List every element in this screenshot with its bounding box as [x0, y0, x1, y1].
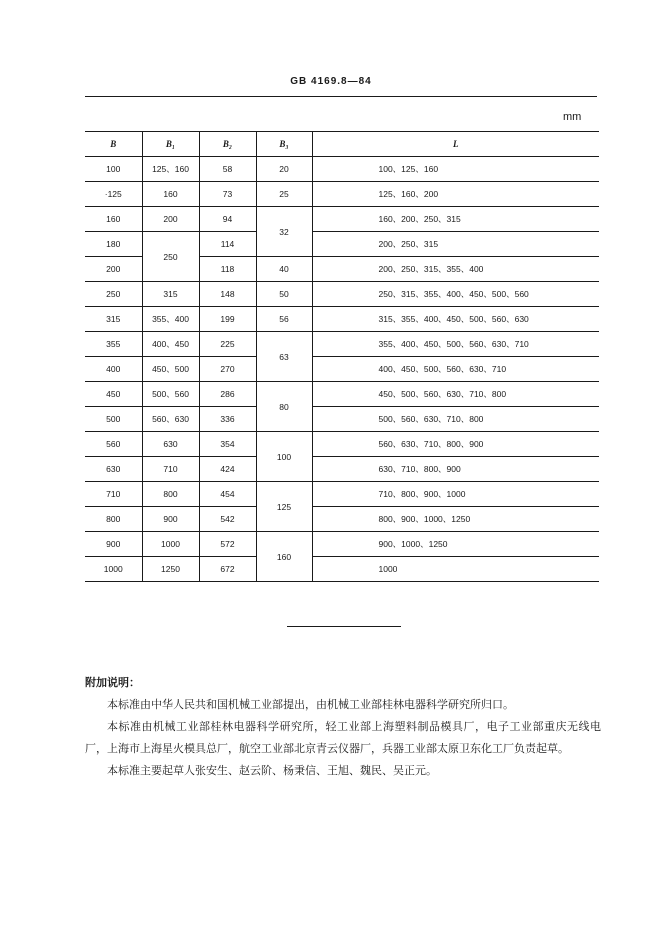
cell-b2: 58 [199, 157, 256, 182]
table-row [85, 507, 599, 532]
table-row [85, 557, 599, 582]
cell-b: 900 [85, 532, 142, 557]
cell-b2: 94 [199, 207, 256, 232]
cell-b2: 572 [199, 532, 256, 557]
cell-b: 1000 [85, 557, 142, 582]
cell-b1: 315 [142, 282, 199, 307]
header-b1: B₁ [142, 132, 199, 157]
table-row [85, 207, 599, 232]
cell-b2: 118 [199, 257, 256, 282]
cell-b2: 354 [199, 432, 256, 457]
cell-b3: 80 [256, 382, 312, 432]
cell-l: 400、450、500、560、630、710 [312, 357, 599, 382]
notes-paragraph: 本标准由中华人民共和国机械工业部提出，由机械工业部桂林电器科学研究所归口。 [107, 698, 514, 711]
cell-b: 355 [85, 332, 142, 357]
cell-l: 710、800、900、1000 [312, 482, 599, 507]
cell-b1: 250 [142, 232, 199, 282]
notes-paragraph: 本标准由机械工业部桂林电器科学研究所，轻工业部上海塑料制品模具厂，电子工业部重庆无线电厂，上海市上海星火模具总厂，航空工业部北京青云仪器厂，兵器工业部太原卫东化工厂负责起草。 [85, 720, 601, 755]
cell-b: 710 [85, 482, 142, 507]
unit-label: mm [563, 111, 582, 123]
cell-b2: 73 [199, 182, 256, 207]
cell-b: 560 [85, 432, 142, 457]
table-row [85, 282, 599, 307]
header-b3: B₃ [256, 132, 312, 157]
cell-l: 450、500、560、630、710、800 [312, 382, 599, 407]
cell-b: 450 [85, 382, 142, 407]
cell-b: 200 [85, 257, 142, 282]
cell-b2: 672 [199, 557, 256, 582]
cell-b1: 1000 [142, 532, 199, 557]
cell-b2: 286 [199, 382, 256, 407]
cell-b2: 542 [199, 507, 256, 532]
additional-notes [85, 672, 601, 782]
table-row [85, 232, 599, 257]
cell-b1: 160 [142, 182, 199, 207]
cell-b2: 454 [199, 482, 256, 507]
cell-l: 1000 [312, 557, 599, 582]
cell-b: ·125 [85, 182, 142, 207]
table-row [85, 182, 599, 207]
cell-b3: 63 [256, 332, 312, 382]
table-row [85, 332, 599, 357]
cell-b1: 355、400 [142, 307, 199, 332]
cell-b1: 1250 [142, 557, 199, 582]
cell-b2: 336 [199, 407, 256, 432]
cell-l: 100、125、160 [312, 157, 599, 182]
cell-b1: 800 [142, 482, 199, 507]
cell-b: 180 [85, 232, 142, 257]
cell-b: 400 [85, 357, 142, 382]
cell-b: 800 [85, 507, 142, 532]
notes-paragraph: 本标准主要起草人张安生、赵云阶、杨秉信、王旭、魏民、吴正元。 [107, 764, 437, 777]
cell-b2: 424 [199, 457, 256, 482]
table-row [85, 157, 599, 182]
header-b: B [85, 132, 142, 157]
cell-b: 500 [85, 407, 142, 432]
table-row [85, 532, 599, 557]
header-b2: B₂ [199, 132, 256, 157]
cell-l: 355、400、450、500、560、630、710 [312, 332, 599, 357]
cell-b1: 900 [142, 507, 199, 532]
cell-b: 315 [85, 307, 142, 332]
cell-b: 630 [85, 457, 142, 482]
cell-b1: 450、500 [142, 357, 199, 382]
cell-l: 200、250、315、355、400 [312, 257, 599, 282]
cell-b3: 20 [256, 157, 312, 182]
cell-l: 900、1000、1250 [312, 532, 599, 557]
cell-l: 500、560、630、710、800 [312, 407, 599, 432]
cell-b2: 114 [199, 232, 256, 257]
table-row [85, 432, 599, 457]
cell-b3: 50 [256, 282, 312, 307]
cell-l: 125、160、200 [312, 182, 599, 207]
header-rule [85, 96, 597, 97]
cell-l: 315、355、400、450、500、560、630 [312, 307, 599, 332]
cell-b2: 148 [199, 282, 256, 307]
table-row [85, 482, 599, 507]
dimension-table [85, 131, 599, 582]
cell-b: 100 [85, 157, 142, 182]
table-row [85, 307, 599, 332]
header-l: L [312, 132, 599, 157]
cell-l: 630、710、800、900 [312, 457, 599, 482]
cell-b3: 160 [256, 532, 312, 582]
cell-b: 160 [85, 207, 142, 232]
cell-b1: 200 [142, 207, 199, 232]
cell-b: 250 [85, 282, 142, 307]
table-row [85, 357, 599, 382]
notes-title: 附加说明： [85, 676, 140, 689]
end-rule [287, 626, 401, 627]
cell-b3: 100 [256, 432, 312, 482]
cell-b1: 630 [142, 432, 199, 457]
cell-b3: 40 [256, 257, 312, 282]
table-row [85, 382, 599, 407]
table-row [85, 407, 599, 432]
table-header-row [85, 132, 599, 157]
cell-b1: 710 [142, 457, 199, 482]
cell-l: 250、315、355、400、450、500、560 [312, 282, 599, 307]
cell-l: 800、900、1000、1250 [312, 507, 599, 532]
cell-l: 200、250、315 [312, 232, 599, 257]
cell-b3: 125 [256, 482, 312, 532]
cell-b3: 25 [256, 182, 312, 207]
cell-b2: 199 [199, 307, 256, 332]
standard-code: GB 4169.8—84 [290, 76, 372, 87]
cell-b1: 560、630 [142, 407, 199, 432]
cell-b2: 225 [199, 332, 256, 357]
cell-b1: 125、160 [142, 157, 199, 182]
cell-l: 560、630、710、800、900 [312, 432, 599, 457]
table-row [85, 457, 599, 482]
cell-l: 160、200、250、315 [312, 207, 599, 232]
cell-b3: 32 [256, 207, 312, 257]
cell-b2: 270 [199, 357, 256, 382]
cell-b3: 56 [256, 307, 312, 332]
cell-b1: 400、450 [142, 332, 199, 357]
cell-b1: 500、560 [142, 382, 199, 407]
